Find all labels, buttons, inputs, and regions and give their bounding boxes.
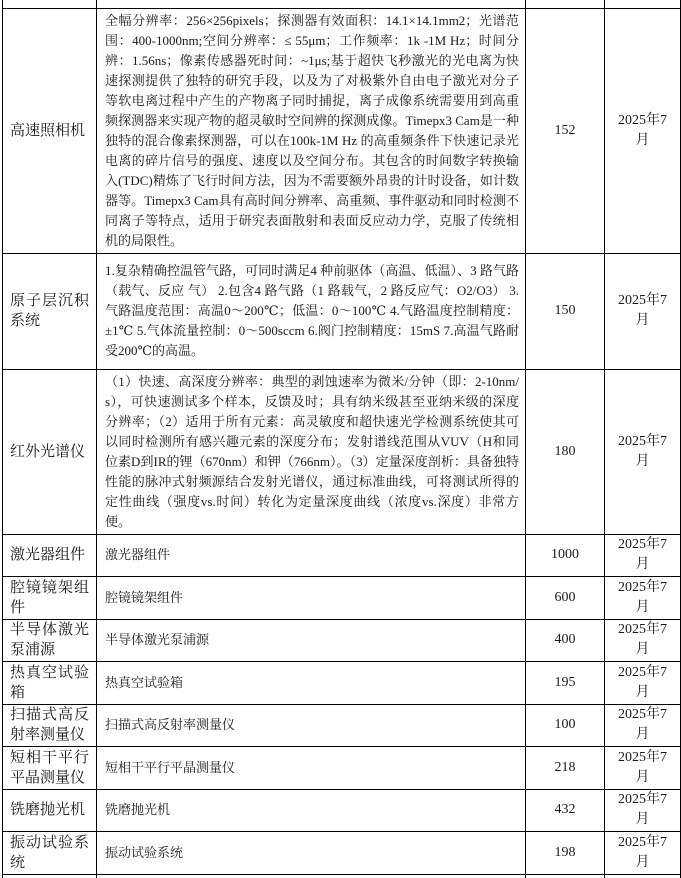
table-row-partial-top [3, 0, 681, 8]
description-cell: 热真空试验箱 [97, 662, 526, 705]
description-cell: 短相干平行平晶测量仪 [97, 747, 526, 790]
description-cell: 振动试验系统 [97, 832, 526, 875]
quantity-cell: 100 [526, 704, 605, 747]
date-cell [605, 0, 681, 8]
equipment-name-cell [3, 0, 97, 8]
equipment-name-cell: 原子层沉积系统 [3, 253, 97, 369]
equipment-name-cell: 腔镜镜架组件 [3, 577, 97, 620]
description-cell: 激光器组件 [97, 534, 526, 577]
quantity-cell: 180 [526, 369, 605, 534]
equipment-name-cell: 激光器组件 [3, 534, 97, 577]
table-row [3, 747, 681, 790]
quantity-cell: 152 [526, 8, 605, 253]
quantity-cell: 195 [526, 662, 605, 705]
table-row-partial-bottom [3, 874, 681, 878]
date-cell: 2025年7月 [605, 704, 681, 747]
quantity-cell: 400 [526, 619, 605, 662]
equipment-name-cell: 振动试验系统 [3, 832, 97, 875]
date-cell: 2025年7月 [605, 832, 681, 875]
description-cell: （1）快速、高深度分辨率：典型的剥蚀速率为微米/分钟（即：2-10nm/s），可快速测试多个样本，反馈及时；具有纳米级甚至亚纳米级的深度分辨率；（2）适用于所有元素：高灵敏度和超快速光学检测系统使其可以同时检测所有感兴趣元素的深度分布；发射谱线范围从VUV（H和同位素D到IR的锂（670nm）和钾（766nm）。（3）定量深度剖析：具备独特性能的脉冲式射频源结合发射光谱仪，通过标准曲线，可将测试所得的定性曲线（强度vs.时间）转化为定量深度曲线（浓度vs.深度）非常方便。 [97, 369, 526, 534]
table-row [3, 704, 681, 747]
table-row [3, 253, 681, 369]
table-row [3, 577, 681, 620]
table-row [3, 662, 681, 705]
quantity-cell: 198 [526, 832, 605, 875]
equipment-name-cell: 热真空试验箱 [3, 662, 97, 705]
table-row [3, 619, 681, 662]
table-row [3, 369, 681, 534]
equipment-name-cell [3, 874, 97, 878]
equipment-name-cell: 红外光谱仪 [3, 369, 97, 534]
description-cell: 铣磨抛光机 [97, 789, 526, 832]
description-cell: 腔镜镜架组件 [97, 577, 526, 620]
table-row [3, 789, 681, 832]
date-cell [605, 874, 681, 878]
quantity-cell [526, 0, 605, 8]
quantity-cell: 1000 [526, 534, 605, 577]
equipment-table [2, 0, 681, 878]
equipment-name-cell: 短相干平行平晶测量仪 [3, 747, 97, 790]
description-cell: 扫描式高反射率测量仪 [97, 704, 526, 747]
date-cell: 2025年7月 [605, 747, 681, 790]
date-cell: 2025年7月 [605, 534, 681, 577]
table-row [3, 534, 681, 577]
quantity-cell: 218 [526, 747, 605, 790]
description-cell: 全幅分辨率：256×256pixels；探测器有效面积：14.1×14.1mm2；光谱范围：400-1000nm;空间分辨率：≤ 55μm；工作频率：1k -1M Hz；时间分辨：1.56ns；像素传感器死时间：~1μs;基于超快飞秒激光的光电离为快速探测提供了独特的研究手段，以及为了对极紫外自由电子激光对分子等软电离过程中产生的产物离子同时捕捉，离子成像系统需要用到高重频探测器来实现产物的超灵敏时空间辨的探测成像。Timepx3 Cam是一种独特的混合像素探测器，可以在100k-1M Hz 的高重频条件下快速记录光电离的碎片信号的强度、速度以及空间分布。其包含的时间数字转换输入(TDC)精炼了飞行时间方法，因为不需要额外昂贵的计时设备，如计数器等。Timepx3 Cam具有高时间分辨率、高重频、事件驱动和同时检测不同离子等特点，适用于研究表面散射和表面反应动力学，克服了传统相机的局限性。 [97, 8, 526, 253]
quantity-cell [526, 874, 605, 878]
date-cell: 2025年7月 [605, 369, 681, 534]
equipment-name-cell: 铣磨抛光机 [3, 789, 97, 832]
date-cell: 2025年7月 [605, 577, 681, 620]
date-cell: 2025年7月 [605, 253, 681, 369]
date-cell: 2025年7月 [605, 662, 681, 705]
description-cell [97, 0, 526, 8]
date-cell: 2025年7月 [605, 619, 681, 662]
table-row [3, 8, 681, 253]
table-row [3, 832, 681, 875]
date-cell: 2025年7月 [605, 789, 681, 832]
quantity-cell: 432 [526, 789, 605, 832]
quantity-cell: 600 [526, 577, 605, 620]
description-cell [97, 874, 526, 878]
equipment-name-cell: 高速照相机 [3, 8, 97, 253]
equipment-name-cell: 扫描式高反射率测量仪 [3, 704, 97, 747]
quantity-cell: 150 [526, 253, 605, 369]
description-cell: 1.复杂精确控温管气路，可同时满足4 种前驱体（高温、低温）、3 路气路（载气、反应 气） 2.包含4 路气路（1 路载气，2 路反应气：O2/O3） 3.气路温度范围：高温0～200℃；低温：0～100℃ 4.气路温度控制精度：±1℃ 5.气体流量控制：0～500sccm 6.阀门控制精度：15mS 7.高温气路耐受200℃的高温。 [97, 253, 526, 369]
date-cell: 2025年7月 [605, 8, 681, 253]
equipment-name-cell: 半导体激光泵浦源 [3, 619, 97, 662]
description-cell: 半导体激光泵浦源 [97, 619, 526, 662]
